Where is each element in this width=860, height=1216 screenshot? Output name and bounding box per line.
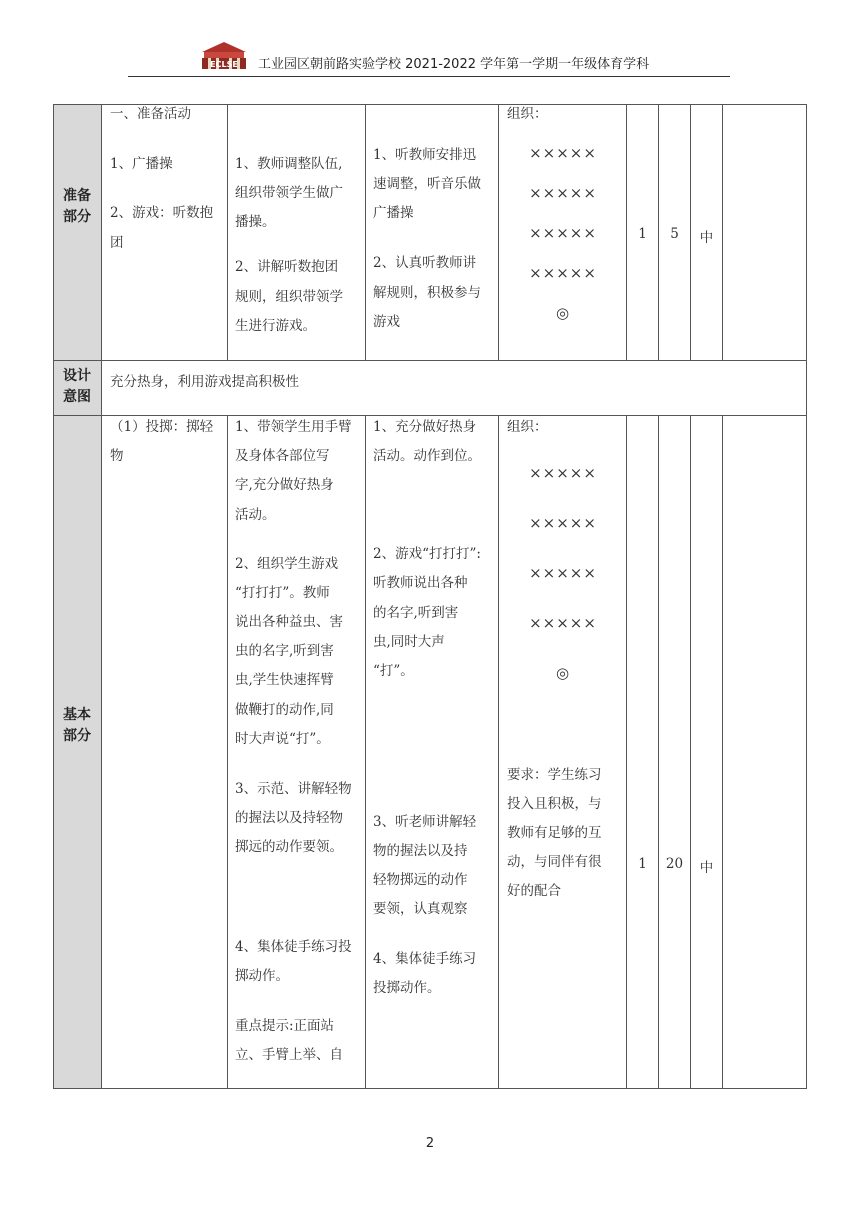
design-section-label: 设计 意图 (63, 368, 91, 405)
lesson-table: 准备 部分 一、准备活动 1、广播操 2、游戏：听数抱 团 1、教师调整队伍, 组织带领学生做广 播操。 2、讲解听数抱团 规则，组织带领学 生进行游戏。 1、听教师安排迅 速调整，听音乐做 广播操 2、认真听教师讲 解规则，积极参与 游戏 组织： ××××× ××××× ××××× ××××× ◎ 1 5 中 设计 意图 充分热身，利用游戏提高积极性 基本 部分 （1）投掷：掷轻 物 1、带领学生用手臂 及身体各部位写 字,充分做好热身 活动。 2、组织学生游戏 “打打打”。教师 说出各种益虫、害 虫的名字,听到害 虫,学生快速挥臂 做鞭打的动作,同 时大声说“打”。 3、示范、讲解轻物 的握法以及持轻物 掷远的动作要领。 4、集体徒手练习投 掷动作。 重点提示:正面站 立、手臂上举、自 1、充分做好热身 活动。动作到位。 2、游戏“打打打”: 听教师说出各种 的名字,听到害 虫,同时大声 “打”。 3、听老师讲解轻 物的握法以及持 轻物掷远的动作 要领，认真观察 4、集体徒手练习 投掷动作。 组织： ××××× ××××× ××××× ××××× ◎ 要求：学生练习 投入且积极，与 教师有足够的互 动，与同伴有很 好的配合 1 20 中 (0, 0, 860, 1216)
basic-intensity: 中 (699, 860, 714, 876)
basic-times: 1 (638, 856, 647, 872)
column-divider (498, 104, 499, 360)
column-divider (690, 415, 691, 1089)
basic-label-cell (53, 415, 101, 1089)
column-divider (722, 104, 723, 360)
page-number: 2 (425, 1136, 435, 1151)
prep-label-cell (53, 104, 101, 360)
svg-text:ECLSE: ECLSE (210, 60, 238, 69)
column-divider (227, 104, 228, 360)
column-divider (498, 415, 499, 1089)
label-column-divider (101, 104, 102, 1089)
column-divider (658, 415, 659, 1089)
column-divider (365, 104, 366, 360)
basic-section-label: 基本 部分 (63, 707, 91, 744)
prep-minutes: 5 (670, 226, 679, 242)
table-border-right (806, 104, 807, 1089)
prep-times: 1 (638, 226, 647, 242)
design-intent-text: 充分热身，利用游戏提高积极性 (110, 374, 299, 390)
basic-minutes: 20 (665, 856, 684, 872)
prep-intensity: 中 (699, 230, 714, 246)
column-divider (626, 415, 627, 1089)
column-divider (365, 415, 366, 1089)
table-border-bottom (53, 1088, 807, 1089)
prep-section-label: 准备 部分 (63, 188, 91, 225)
column-divider (227, 415, 228, 1089)
column-divider (722, 415, 723, 1089)
row-divider (53, 360, 807, 361)
header-title: 工业园区朝前路实验学校 2021-2022 学年第一学期一年级体育学科 (258, 57, 650, 72)
table-border-left (53, 104, 54, 1089)
